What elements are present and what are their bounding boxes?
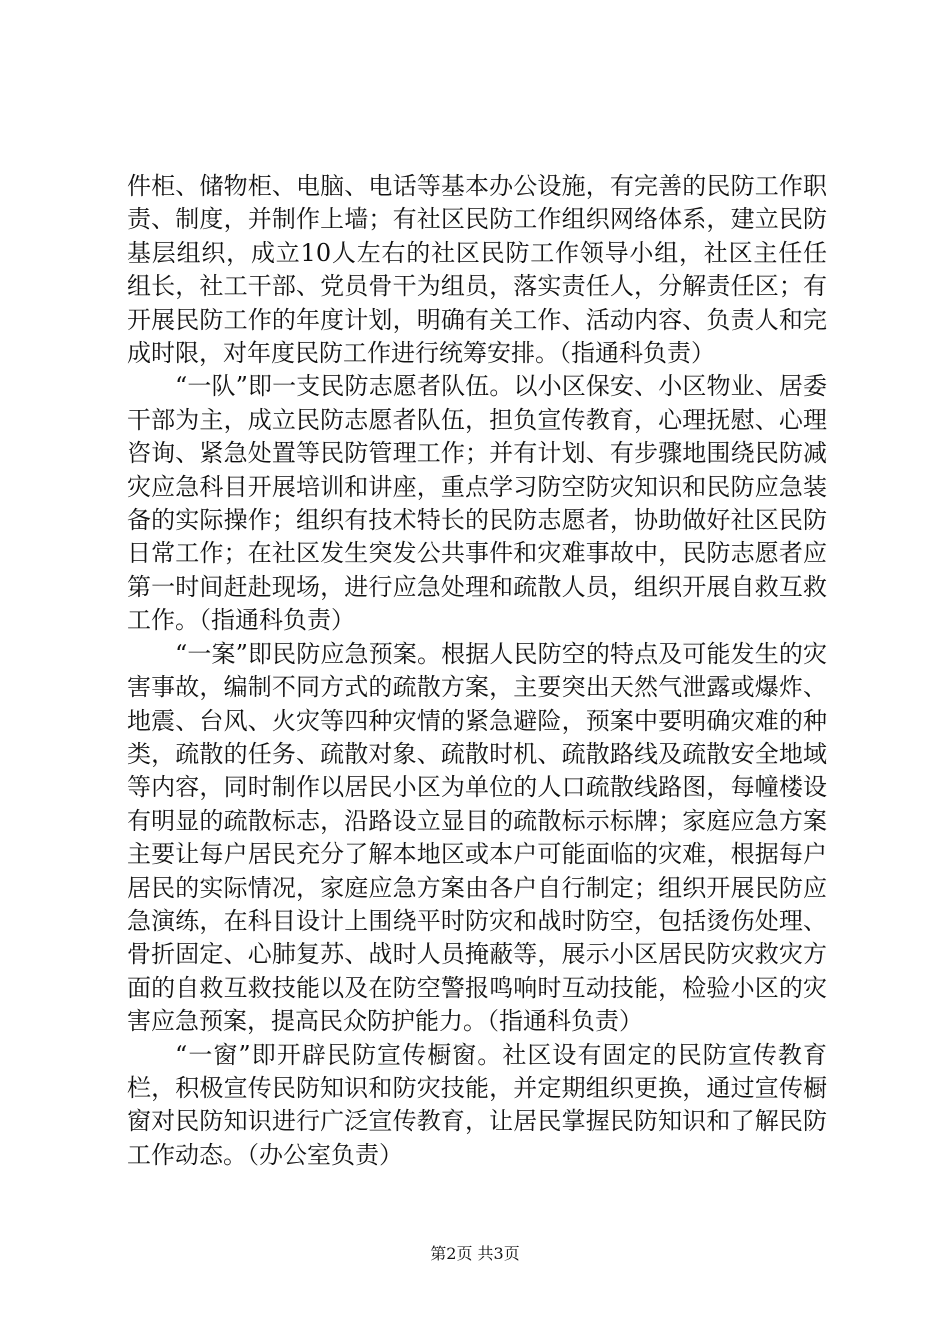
paragraph-yidui: “一队”即一支民防志愿者队伍。以小区保安、小区物业、居委干部为主，成立民防志愿者队伍，担负宣传教育，心理抚慰、心理咨询、紧急处置等民防管理工作；并有计划、有步骤地围绕民防减灾应急科目开展培训和讲座，重点学习防空防灾知识和民防应急装备的实际操作；组织有技术特长的民防志愿者，协助做好社区民防日常工作；在社区发生突发公共事件和灾难事故中，民防志愿者应第一时间赶赴现场，进行应急处理和疏散人员，组织开展自救互救工作。（指通科负责）	[127, 372, 827, 635]
paragraph-continuation: 件柜、储物柜、电脑、电话等基本办公设施，有完善的民防工作职责、制度，并制作上墙；有社区民防工作组织网络体系，建立民防基层组织，成立10人左右的社区民防工作领导小组，社区主任任组长，社工干部、党员骨干为组员，落实责任人，分解责任区；有开展民防工作的年度计划，明确有关工作、活动内容、负责人和完成时限，对年度民防工作进行统筹安排。（指通科负责）	[127, 172, 827, 368]
page-footer: 第2页 共3页	[430, 1244, 520, 1263]
document-body	[127, 170, 827, 1172]
paragraph-yichuang: “一窗”即开辟民防宣传橱窗。社区设有固定的民防宣传教育栏，积极宣传民防知识和防灾技能，并定期组织更换，通过宣传橱窗对民防知识进行广泛宣传教育，让居民掌握民防知识和了解民防工作动态。（办公室负责）	[127, 1040, 827, 1169]
paragraph-yian: “一案”即民防应急预案。根据人民防空的特点及可能发生的灾害事故，编制不同方式的疏散方案，主要突出天然气泄露或爆炸、地震、台风、火灾等四种灾情的紧急避险，预案中要明确灾难的种类，疏散的任务、疏散对象、疏散时机、疏散路线及疏散安全地域等内容，同时制作以居民小区为单位的人口疏散线路图，每幢楼设有明显的疏散标志，沿路设立显目的疏散标示标牌；家庭应急方案主要让每户居民充分了解本地区或本户可能面临的灾难，根据每户居民的实际情况，家庭应急方案由各户自行制定；组织开展民防应急演练，在科目设计上围绕平时防灾和战时防空，包括烫伤处理、骨折固定、心肺复苏、战时人员掩蔽等，展示小区居民防灾救灾方面的自救互救技能以及在防空警报鸣响时互动技能，检验小区的灾害应急预案，提高民众防护能力。（指通科负责）	[127, 639, 827, 1036]
